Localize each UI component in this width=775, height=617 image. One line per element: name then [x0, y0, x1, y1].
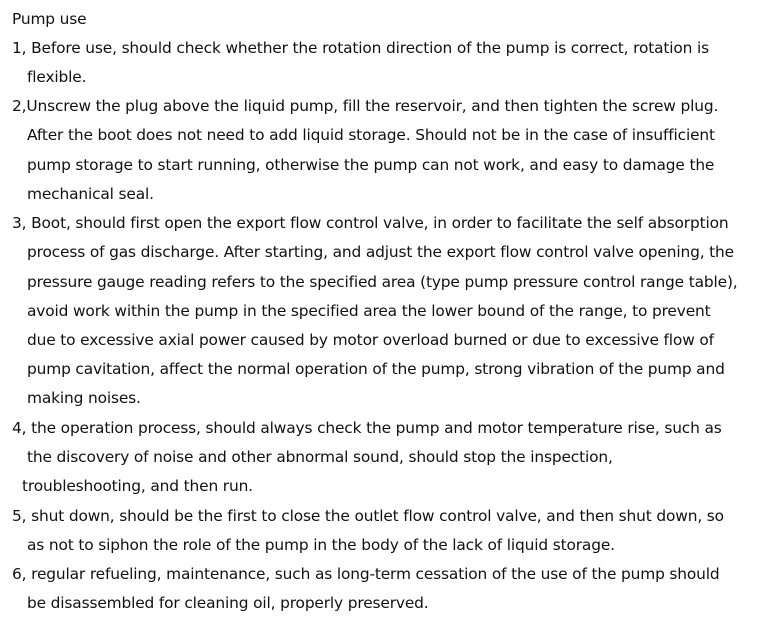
item-3-line-1: 3, Boot, should first open the export flow control valve, in order to facilitate the self absorption — [12, 214, 729, 232]
page-title: Pump use — [12, 10, 87, 28]
item-1-line-1: 1, Before use, should check whether the rotation direction of the pump is correct, rotation is — [12, 39, 710, 57]
item-1-line-2: flexible. — [27, 68, 87, 86]
item-3-line-3: pressure gauge reading refers to the specified area (type pump pressure control range table), — [27, 273, 738, 291]
item-3-line-2: process of gas discharge. After starting, and adjust the export flow control valve opening, the — [27, 243, 734, 261]
item-2-line-2: After the boot does not need to add liquid storage. Should not be in the case of insufficient — [27, 126, 715, 144]
item-3-line-6: pump cavitation, affect the normal operation of the pump, strong vibration of the pump and — [27, 360, 725, 378]
item-5-line-2: as not to siphon the role of the pump in the body of the lack of liquid storage. — [27, 536, 615, 554]
item-3-line-4: avoid work within the pump in the specified area the lower bound of the range, to prevent — [27, 302, 711, 320]
item-2-line-3: pump storage to start running, otherwise the pump can not work, and easy to damage the — [27, 156, 715, 174]
item-6-line-2: be disassembled for cleaning oil, properly preserved. — [27, 594, 429, 612]
item-3-line-7: making noises. — [27, 389, 141, 407]
item-4-line-2: the discovery of noise and other abnormal sound, should stop the inspection, — [27, 448, 613, 466]
item-3-line-5: due to excessive axial power caused by motor overload burned or due to excessive flow of — [27, 331, 714, 349]
item-4-line-3: troubleshooting, and then run. — [22, 477, 253, 495]
item-2-line-1: 2,Unscrew the plug above the liquid pump, fill the reservoir, and then tighten the screw plug. — [12, 97, 719, 115]
item-6-line-1: 6, regular refueling, maintenance, such as long-term cessation of the use of the pump should — [12, 565, 720, 583]
item-4-line-1: 4, the operation process, should always check the pump and motor temperature rise, such as — [12, 419, 722, 437]
item-5-line-1: 5, shut down, should be the first to close the outlet flow control valve, and then shut down, so — [12, 507, 724, 525]
item-2-line-4: mechanical seal. — [27, 185, 154, 203]
